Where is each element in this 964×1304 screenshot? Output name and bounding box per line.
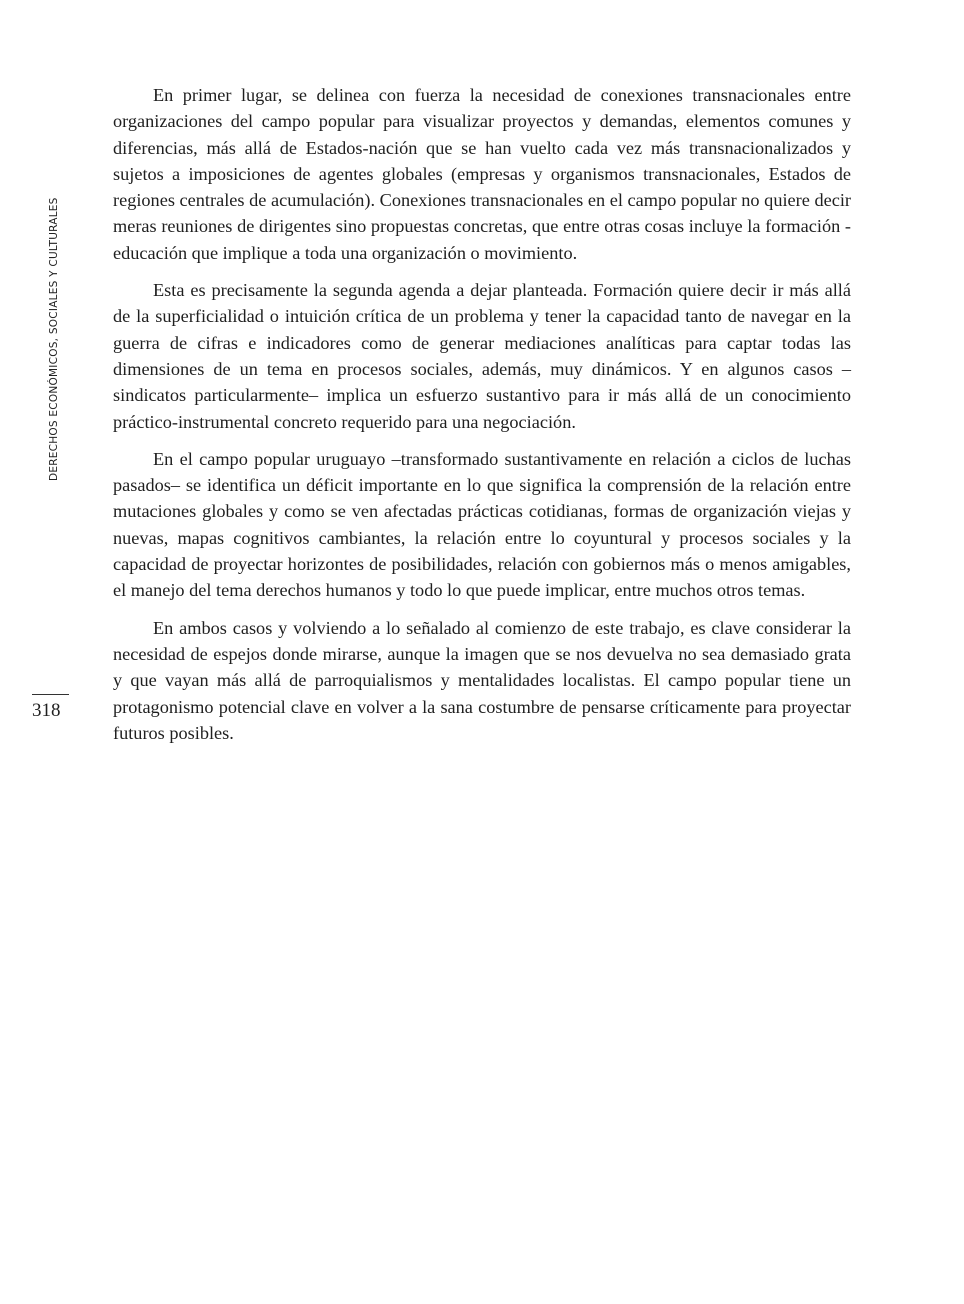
page-number-rule xyxy=(32,694,69,695)
paragraph-3: En el campo popular uruguayo –transformado sustantivamente en relación a ciclos de luchas pasados– se identifica un déficit importante en lo que significa la comprensión de la relación entre mutaciones globales y como se ven afectadas prácticas cotidianas, formas de organización viejas y nuevas, mapas cognitivos cambiantes, la relación entre lo coyuntural y procesos sociales y la capacidad de proyectar horizontes de posibilidades, relación con gobiernos más o menos amigables, el manejo del tema derechos humanos y todo lo que puede implicar, entre muchos otros temas. xyxy=(113,448,851,601)
page-number: 318 xyxy=(32,700,61,721)
running-head: DERECHOS ECONÓMICOS, SOCIALES Y CULTURALES xyxy=(48,197,60,481)
paragraph-1: En primer lugar, se delinea con fuerza la necesidad de conexiones transnacionales entre organizaciones del campo popular para visualizar proyectos y demandas, elementos comunes y diferencias, más allá de Estados-nación que se han vuelto cada vez más transnacionalizados y sujetos a imposiciones de agentes globales (empresas y organismos transnacionales, Estados de regiones centrales de acumulación). Conexiones transnacionales en el campo popular no quiere decir meras reuniones de dirigentes sino propuestas concretas, que entre otras cosas incluye la formación - educación que implique a toda una organización o movimiento. xyxy=(113,85,851,263)
paragraph-4: En ambos casos y volviendo a lo señalado al comienzo de este trabajo, es clave considerar la necesidad de espejos donde mirarse, aunque la imagen que se nos devuelva no sea demasiado grata y que vayan más allá de parroquialismos y mentalidades localistas. El campo popular tiene un protagonismo potencial clave en volver a la sana costumbre de pensarse críticamente para proyectar futuros posibles. xyxy=(113,617,851,743)
body-text xyxy=(113,82,851,757)
paragraph-2: Esta es precisamente la segunda agenda a dejar planteada. Formación quiere decir ir más allá de la superficialidad o intuición crítica de un problema y tener la capacidad tanto de navegar en la guerra de cifras e indicadores como de generar mediaciones analíticas para captar todas las dimensiones de un tema en procesos sociales, además, muy dinámicos. Y en algunos casos –sindicatos particularmente– implica un esfuerzo sustantivo para ir más allá de un conocimiento práctico-instrumental concreto requerido para una negociación. xyxy=(113,280,851,432)
